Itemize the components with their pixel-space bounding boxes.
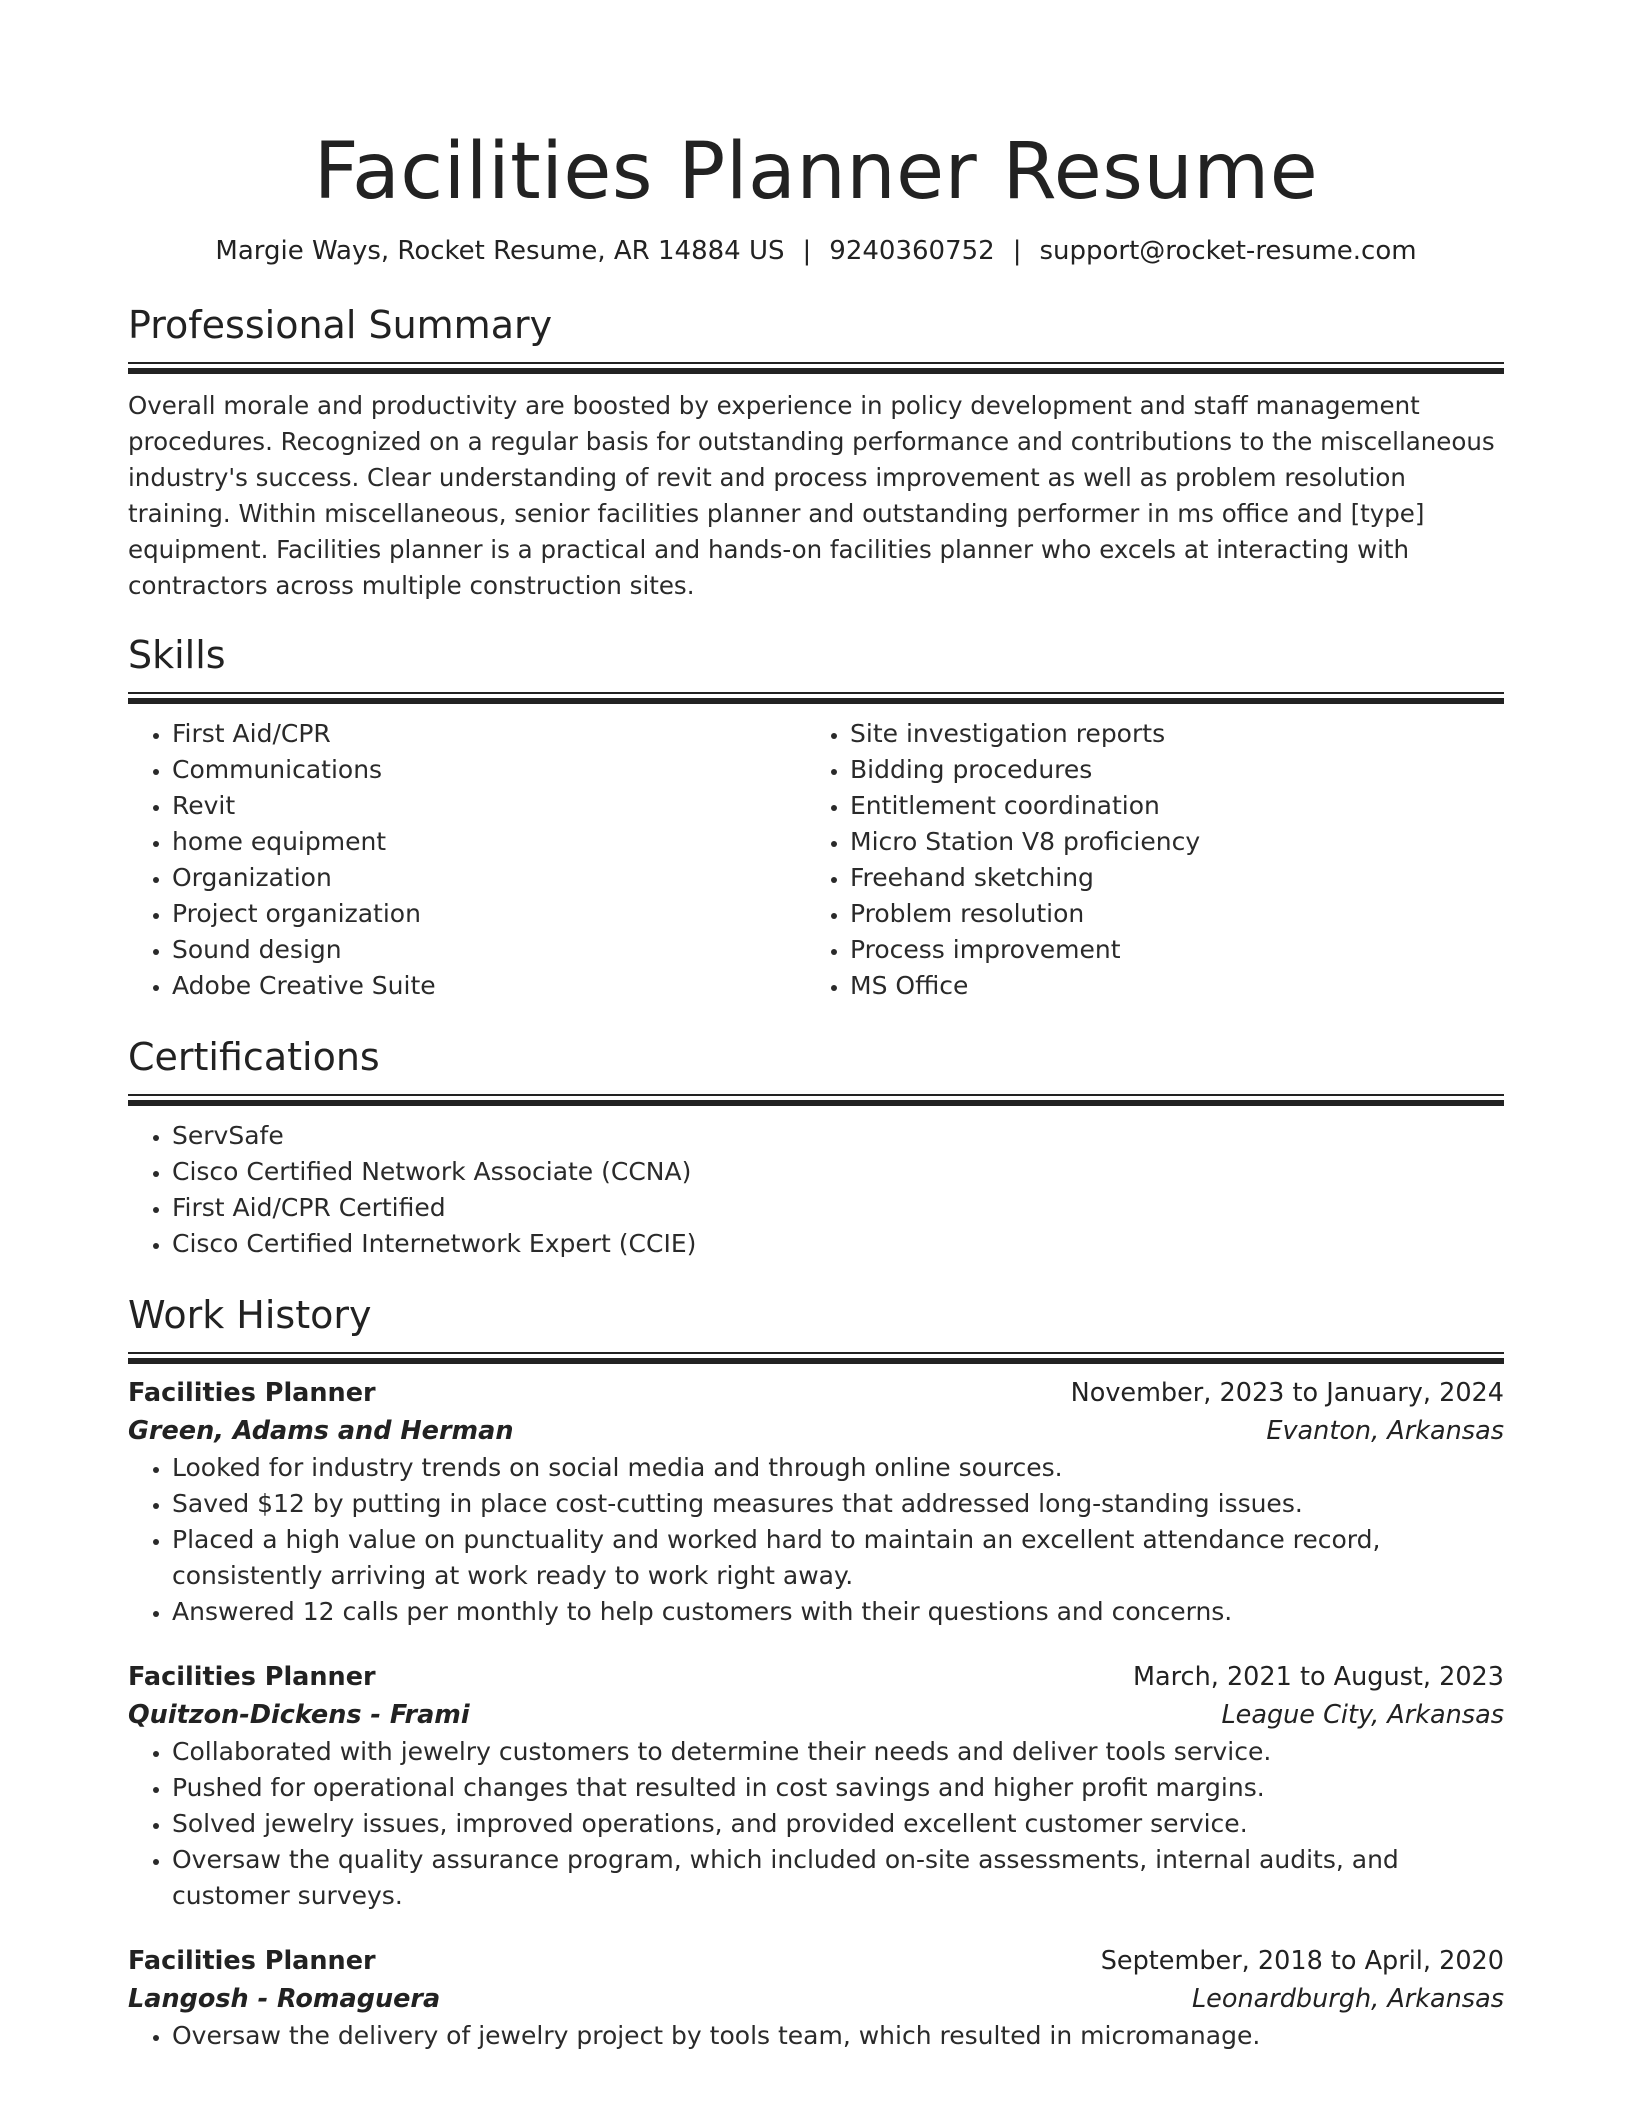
job-header xyxy=(128,1942,1504,1980)
job-duty-item: • Saved $12 by putting in place cost-cutting measures that addressed long-standing issues. xyxy=(172,1486,1504,1522)
section-title-work: Work History xyxy=(128,1293,372,1337)
job-header xyxy=(128,1374,1504,1412)
contact-address: Margie Ways, Rocket Resume, AR 14884 US xyxy=(215,236,785,266)
skills-column-left xyxy=(128,716,806,1004)
work-history-list xyxy=(128,1374,1504,2054)
section-divider xyxy=(128,1094,1504,1106)
section-divider xyxy=(128,692,1504,704)
job-title: Facilities Planner xyxy=(128,1946,376,1976)
section-title-summary: Professional Summary xyxy=(128,303,553,347)
job-location: Evanton, Arkansas xyxy=(1266,1416,1504,1446)
skill-item: • Adobe Creative Suite xyxy=(172,968,806,1004)
job-entry xyxy=(128,1658,1504,1914)
job-company: Green, Adams and Herman xyxy=(128,1416,514,1446)
skill-item: • Organization xyxy=(172,860,806,896)
job-duty-item: • Answered 12 calls per monthly to help customers with their questions and concerns. xyxy=(172,1594,1504,1630)
certification-item: • Cisco Certified Network Associate (CCNA) xyxy=(172,1154,1504,1190)
skill-item: • Micro Station V8 proficiency xyxy=(850,824,1484,860)
certification-item: • ServSafe xyxy=(172,1118,1504,1154)
contact-email: support@rocket-resume.com xyxy=(1039,236,1417,266)
skill-item: • Process improvement xyxy=(850,932,1484,968)
certification-item: • Cisco Certified Internetwork Expert (CCIE) xyxy=(172,1226,1504,1262)
job-duties-list xyxy=(128,1734,1504,1914)
section-divider xyxy=(128,1352,1504,1364)
skills-list-right xyxy=(806,716,1484,1004)
skill-item: • Revit xyxy=(172,788,806,824)
skill-item: • home equipment xyxy=(172,824,806,860)
certification-item: • First Aid/CPR Certified xyxy=(172,1190,1504,1226)
skill-item: • Bidding procedures xyxy=(850,752,1484,788)
skill-item: • Problem resolution xyxy=(850,896,1484,932)
job-location: League City, Arkansas xyxy=(1221,1700,1504,1730)
job-company: Quitzon-Dickens - Frami xyxy=(128,1700,470,1730)
work-section xyxy=(128,1292,1504,2054)
skills-columns xyxy=(128,716,1504,1004)
skill-item: • Site investigation reports xyxy=(850,716,1484,752)
job-duty-item: • Looked for industry trends on social media and through online sources. xyxy=(172,1450,1504,1486)
job-dates: March, 2021 to August, 2023 xyxy=(1133,1662,1504,1692)
job-duties-list xyxy=(128,2018,1504,2054)
skills-list-left xyxy=(128,716,806,1004)
certifications-section xyxy=(128,1034,1504,1262)
section-title-skills: Skills xyxy=(128,633,226,677)
summary-section xyxy=(128,302,1504,604)
contact-line xyxy=(128,234,1504,268)
job-duty-item: • Oversaw the quality assurance program, which included on-site assessments, internal audits, and customer surveys. xyxy=(172,1842,1504,1914)
skill-item: • First Aid/CPR xyxy=(172,716,806,752)
summary-text: Overall morale and productivity are boosted by experience in policy development and staff management procedures. Recognized on a regular basis for outstanding performance and contributions to the miscellaneous industry's success. Clear understanding of revit and process improvement as well as problem resolution training. Within miscellaneous, senior facilities planner and outstanding performer in ms office and [type] equipment. Facilities planner is a practical and hands-on facilities planner who excels at interacting with contractors across multiple construction sites. xyxy=(128,391,1495,600)
skill-item: • Project organization xyxy=(172,896,806,932)
resume-page xyxy=(128,0,1504,2054)
job-subheader xyxy=(128,1412,1504,1450)
job-duty-item: • Collaborated with jewelry customers to determine their needs and deliver tools service. xyxy=(172,1734,1504,1770)
skills-section xyxy=(128,632,1504,1004)
job-dates: September, 2018 to April, 2020 xyxy=(1100,1946,1504,1976)
contact-separator: | xyxy=(1012,236,1022,266)
skills-column-right xyxy=(806,716,1484,1004)
job-entry xyxy=(128,1374,1504,1630)
contact-phone: 9240360752 xyxy=(829,236,995,266)
job-duty-item: • Placed a high value on punctuality and worked hard to maintain an excellent attendance record, consistently arriving at work ready to work right away. xyxy=(172,1522,1504,1594)
certifications-list xyxy=(128,1118,1504,1262)
skill-item: • MS Office xyxy=(850,968,1484,1004)
job-duty-item: • Pushed for operational changes that resulted in cost savings and higher profit margins. xyxy=(172,1770,1504,1806)
job-subheader xyxy=(128,1696,1504,1734)
section-title-certifications: Certifications xyxy=(128,1035,380,1079)
contact-separator: | xyxy=(802,236,812,266)
job-title: Facilities Planner xyxy=(128,1662,376,1692)
job-duties-list xyxy=(128,1450,1504,1630)
job-entry xyxy=(128,1942,1504,2054)
section-divider xyxy=(128,362,1504,374)
job-location: Leonardburgh, Arkansas xyxy=(1191,1984,1504,2014)
job-header xyxy=(128,1658,1504,1696)
resume-title: Facilities Planner Resume xyxy=(313,127,1319,217)
job-duty-item: • Solved jewelry issues, improved operations, and provided excellent customer service. xyxy=(172,1806,1504,1842)
job-title: Facilities Planner xyxy=(128,1378,376,1408)
job-company: Langosh - Romaguera xyxy=(128,1984,441,2014)
skill-item: • Entitlement coordination xyxy=(850,788,1484,824)
job-duty-item: • Oversaw the delivery of jewelry project by tools team, which resulted in micromanage. xyxy=(172,2018,1504,2054)
job-subheader xyxy=(128,1980,1504,2018)
skill-item: • Freehand sketching xyxy=(850,860,1484,896)
job-dates: November, 2023 to January, 2024 xyxy=(1070,1378,1504,1408)
skill-item: • Sound design xyxy=(172,932,806,968)
skill-item: • Communications xyxy=(172,752,806,788)
